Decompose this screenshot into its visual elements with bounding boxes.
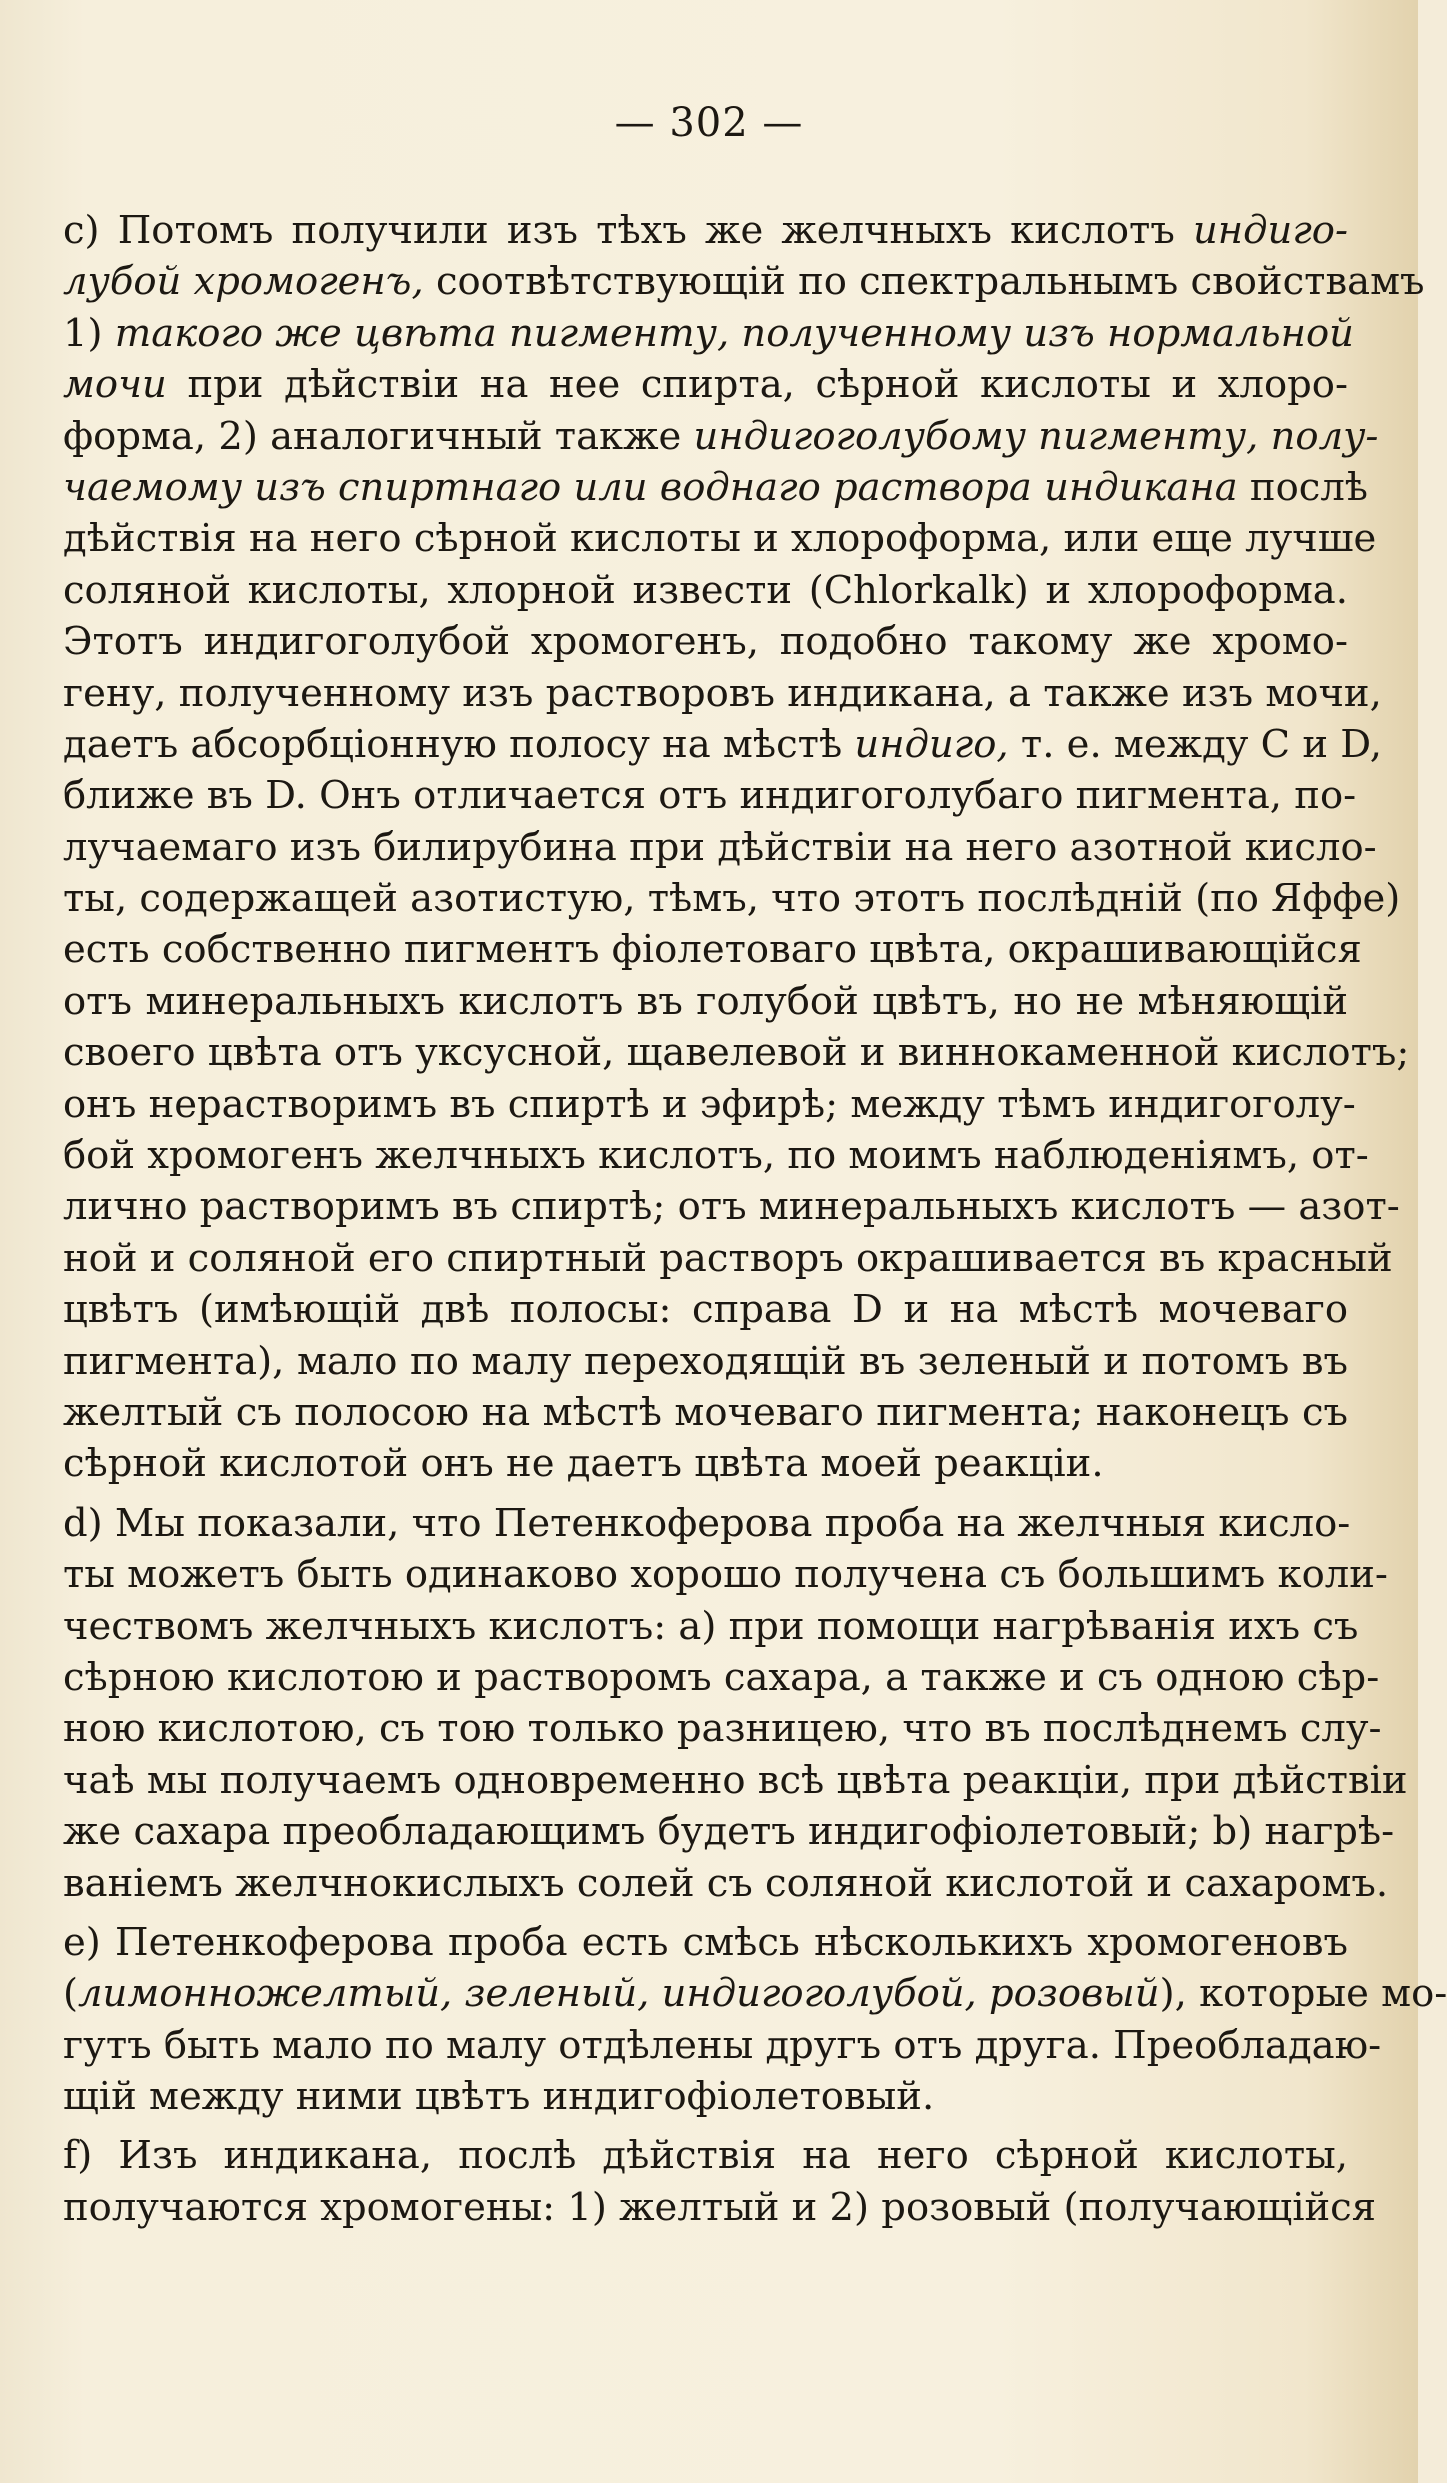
text-span: c) Потомъ получили изъ тѣхъ же желчныхъ кислотъ <box>63 208 1193 253</box>
text-line <box>63 308 1354 359</box>
italic-span: индиго, <box>854 721 1009 767</box>
text-span: онъ нерастворимъ въ спиртѣ и эфирѣ; между тѣмъ индигоголу- <box>63 1081 1356 1127</box>
italic-span: индигоголубому пигменту, полу- <box>693 413 1379 459</box>
text-line <box>63 1027 1410 1078</box>
text-span: сѣрной кислотой онъ не даетъ цвѣта моей реакціи. <box>63 1441 1104 1487</box>
text-span: ( <box>63 1971 79 2017</box>
text-span: чаѣ мы получаемъ одновременно всѣ цвѣта реакціи, при дѣйствіи <box>63 1757 1408 1803</box>
text-line <box>63 668 1382 719</box>
text-line <box>63 1181 1400 1232</box>
text-span: при дѣйствіи на нее спирта, сѣрной кислоты и хлоро- <box>166 362 1348 408</box>
text-span: послѣ <box>1237 464 1369 510</box>
text-span: ), которые мо- <box>1159 1971 1447 2017</box>
text-line <box>63 205 1348 256</box>
text-span: гутъ быть мало по малу отдѣлены другъ отъ друга. Преобладаю- <box>63 2022 1382 2068</box>
text-line <box>63 359 1348 410</box>
text-span: бой хромогенъ желчныхъ кислотъ, по моимъ наблюденіямъ, от- <box>63 1133 1369 1179</box>
text-line <box>63 1130 1369 1181</box>
text-line <box>63 1858 1389 1909</box>
text-line <box>63 1498 1351 1549</box>
text-span: форма, 2) аналогичный также <box>63 413 694 459</box>
text-span: соляной кислоты, хлорной извести (Chlorkalk) и хлороформа. <box>63 567 1348 613</box>
text-line <box>63 1336 1348 1387</box>
text-span: ной и соляной его спиртный растворъ окрашивается въ красный <box>63 1235 1393 1281</box>
text-span: щій между ними цвѣтъ индигофіолетовый. <box>63 2074 935 2120</box>
text-line <box>63 873 1401 924</box>
text-line <box>63 1917 1348 1968</box>
text-span: ты можетъ быть одинаково хорошо получена съ большимъ коли- <box>63 1552 1388 1598</box>
italic-span: мочи <box>63 362 167 408</box>
text-line <box>63 1549 1388 1600</box>
text-span: дѣйствія на него сѣрной кислоты и хлороформа, или еще лучше <box>63 516 1377 562</box>
text-span: лично растворимъ въ спиртѣ; отъ минеральныхъ кислотъ — азот- <box>63 1184 1400 1230</box>
text-span: гену, полученному изъ растворовъ индикана, а также изъ мочи, <box>63 670 1382 716</box>
text-line <box>63 1438 1348 1489</box>
text-line <box>63 1079 1356 1130</box>
text-line <box>63 513 1377 564</box>
text-span: даетъ абсорбціонную полосу на мѣстѣ <box>63 721 855 767</box>
text-span: сѣрною кислотою и растворомъ сахара, а также и съ одною сѣр- <box>63 1654 1380 1700</box>
text-span: цвѣтъ (имѣющій двѣ полосы: справа D и на мѣстѣ мочеваго <box>63 1287 1348 1333</box>
text-line <box>63 2020 1382 2071</box>
text-line <box>63 719 1383 770</box>
text-span: ты, содержащей азотистую, тѣмъ, что этотъ послѣдній (по Яффе) <box>63 876 1401 922</box>
text-line <box>63 2071 1348 2122</box>
text-span: соотвѣтствующій по спектральнымъ свойствамъ <box>423 259 1425 305</box>
text-line <box>63 1652 1380 1703</box>
text-span: ваніемъ желчнокислыхъ солей съ соляной кислотой и сахаромъ. <box>63 1860 1389 1906</box>
text-line <box>63 462 1369 513</box>
text-line <box>63 1806 1395 1857</box>
text-span: же сахара преобладающимъ будетъ индигофіолетовый; b) нагрѣ- <box>63 1809 1395 1855</box>
text-span: отъ минеральныхъ кислотъ въ голубой цвѣтъ, но не мѣняющій <box>63 978 1348 1024</box>
text-line <box>63 822 1377 873</box>
italic-span: лимонножелтый, зеленый, индигоголубой, розовый <box>78 1971 1160 2017</box>
text-span: т. е. между C и D, <box>1008 721 1383 767</box>
text-span: своего цвѣта отъ уксусной, щавелевой и виннокаменной кислотъ; <box>63 1030 1410 1076</box>
text-line <box>63 411 1379 462</box>
text-span: f) Изъ индикана, послѣ дѣйствія на него сѣрной кислоты, <box>63 2133 1348 2179</box>
text-line <box>63 1233 1393 1284</box>
text-line <box>63 565 1348 616</box>
text-span: e) Петенкоферова проба есть смѣсь нѣсколькихъ хромогеновъ <box>63 1919 1348 1965</box>
text-span: чествомъ желчныхъ кислотъ: a) при помощи нагрѣванія ихъ съ <box>63 1603 1359 1649</box>
text-span: желтый съ полосою на мѣстѣ мочеваго пигмента; наконецъ съ <box>63 1389 1348 1435</box>
text-line <box>63 2182 1377 2233</box>
text-span: ближе въ D. Онъ отличается отъ индигоголубаго пигмента, по- <box>63 773 1357 819</box>
text-line <box>63 976 1348 1027</box>
text-span: Этотъ индигоголубой хромогенъ, подобно такому же хромо- <box>63 619 1348 665</box>
text-line <box>63 1387 1348 1438</box>
text-span: ною кислотою, съ тою только разницею, что въ послѣднемъ слу- <box>63 1706 1382 1752</box>
italic-span: лубой хромогенъ, <box>63 259 424 305</box>
text-line <box>63 2130 1348 2181</box>
text-span: пигмента), мало по малу переходящій въ зеленый и потомъ въ <box>63 1338 1348 1384</box>
text-span: получаются хромогены: 1) желтый и 2) розовый (получающійся <box>63 2184 1377 2230</box>
text-line <box>63 1755 1408 1806</box>
text-span: d) Мы показали, что Петенкоферова проба на желчныя кисло- <box>63 1500 1351 1546</box>
page-number: — 302 — <box>614 100 804 146</box>
text-span: лучаемаго изъ билирубина при дѣйствіи на него азотной кисло- <box>63 824 1377 870</box>
text-line <box>63 616 1348 667</box>
text-span: 1) <box>63 310 115 356</box>
italic-span: такого же цвѣта пигменту, полученному изъ нормальной <box>114 310 1354 356</box>
italic-span: чаемому изъ спиртнаго или воднаго раствора индикана <box>63 464 1238 510</box>
text-span: есть собственно пигментъ фіолетоваго цвѣта, окрашивающійся <box>63 927 1362 973</box>
text-line <box>63 256 1425 307</box>
text-line <box>63 1284 1348 1335</box>
text-line <box>63 924 1362 975</box>
text-line <box>63 1703 1382 1754</box>
body-text <box>63 205 1447 2233</box>
text-line <box>63 770 1357 821</box>
text-line <box>63 1968 1447 2019</box>
text-line <box>63 1601 1359 1652</box>
italic-span: индиго- <box>1193 208 1348 253</box>
